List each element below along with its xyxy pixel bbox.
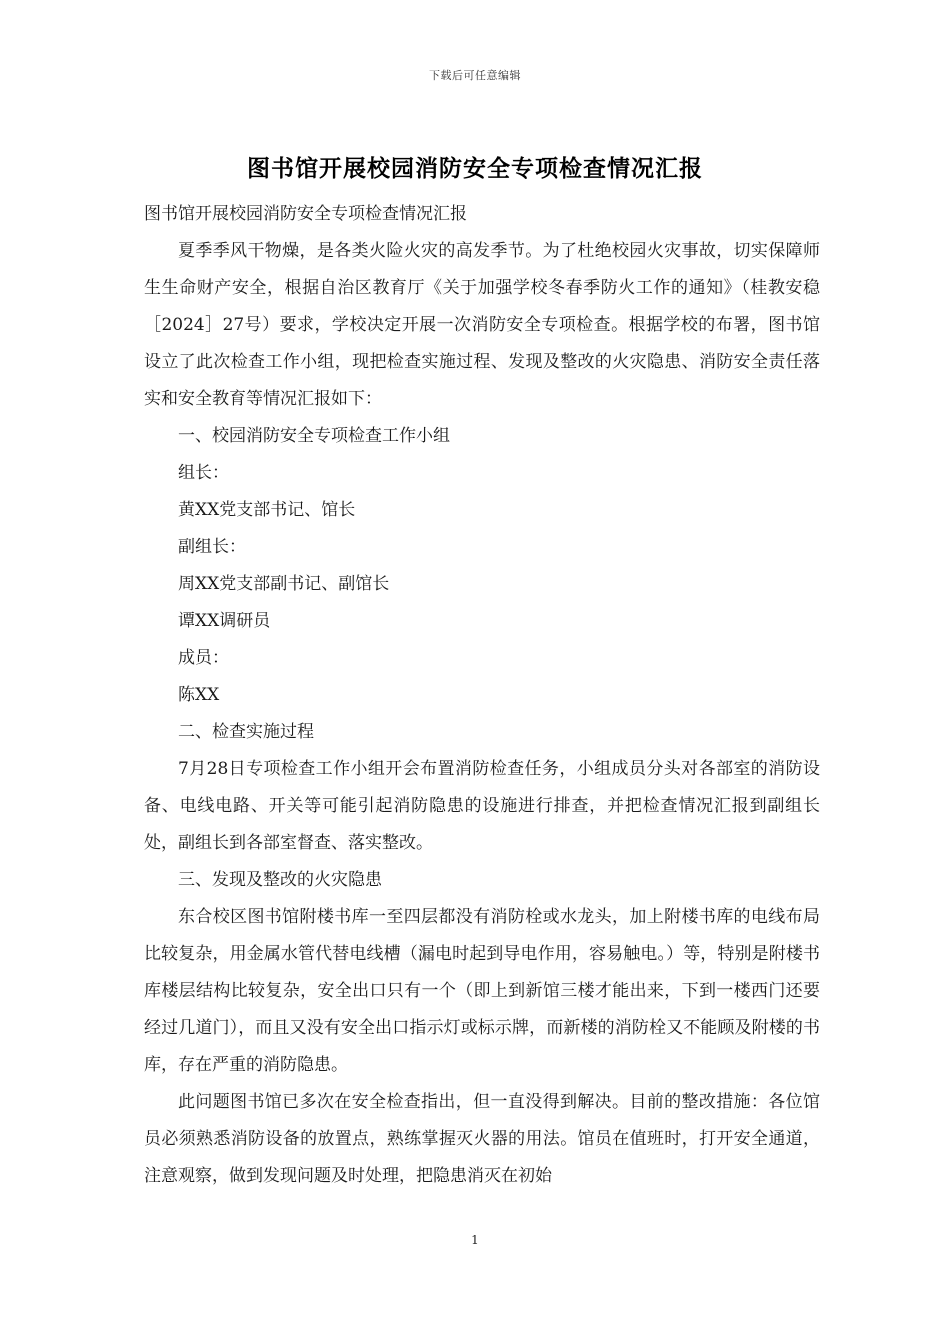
- member-leader: 黄XX党支部书记、馆长: [178, 500, 356, 520]
- section-heading-2: 二、检查实施过程: [178, 722, 314, 742]
- member-deputy-2: 谭XX调研员: [178, 611, 271, 631]
- member-1: 陈XX: [178, 685, 220, 705]
- section-heading-3: 三、发现及整改的火灾隐患: [178, 870, 382, 890]
- member-deputy-1: 周XX党支部副书记、副馆长: [178, 574, 390, 594]
- document-body: [144, 196, 820, 1195]
- role-label-leader: 组长：: [178, 463, 229, 483]
- role-label-deputy: 副组长：: [178, 537, 246, 557]
- section-heading-1: 一、校园消防安全专项检查工作小组: [178, 426, 450, 446]
- role-label-members: 成员：: [178, 648, 229, 668]
- paragraph-intro: 夏季季风干物燥，是各类火险火灾的高发季节。为了杜绝校园火灾事故，切实保障师生生命财产安全，根据自治区教育厅《关于加强学校冬春季防火工作的通知》（桂教安稳［2024］27号）要求，学校决定开展一次消防安全专项检查。根据学校的布署，图书馆设立了此次检查工作小组，现把检查实施过程、发现及整改的火灾隐患、消防安全责任落实和安全教育等情况汇报如下：: [144, 241, 820, 409]
- document-title: 图书馆开展校园消防安全专项检查情况汇报: [247, 156, 703, 182]
- paragraph-hazards: 东合校区图书馆附楼书库一至四层都没有消防栓或水龙头，加上附楼书库的电线布局比较复杂，用金属水管代替电线槽（漏电时起到导电作用，容易触电。）等，特别是附楼书库楼层结构比较复杂，安全出口只有一个（即上到新馆三楼才能出来，下到一楼西门还要经过几道门），而且又没有安全出口指示灯或标示牌，而新楼的消防栓又不能顾及附楼的书库，存在严重的消防隐患。: [144, 907, 820, 1075]
- page-number: 1: [471, 1233, 479, 1247]
- paragraph-process: 7月28日专项检查工作小组开会布置消防检查任务，小组成员分头对各部室的消防设备、电线电路、开关等可能引起消防隐患的设施进行排查，并把检查情况汇报到副组长处，副组长到各部室督查、落实整改。: [144, 759, 820, 853]
- page-header-note: 下载后可任意编辑: [429, 69, 521, 82]
- paragraph-rectification: 此问题图书馆已多次在安全检查指出，但一直没得到解决。目前的整改措施：各位馆员必须熟悉消防设备的放置点，熟练掌握灭火器的用法。馆员在值班时，打开安全通道，注意观察，做到发现问题及时处理，把隐患消灭在初始: [144, 1092, 820, 1186]
- document-subtitle: 图书馆开展校园消防安全专项检查情况汇报: [144, 204, 467, 224]
